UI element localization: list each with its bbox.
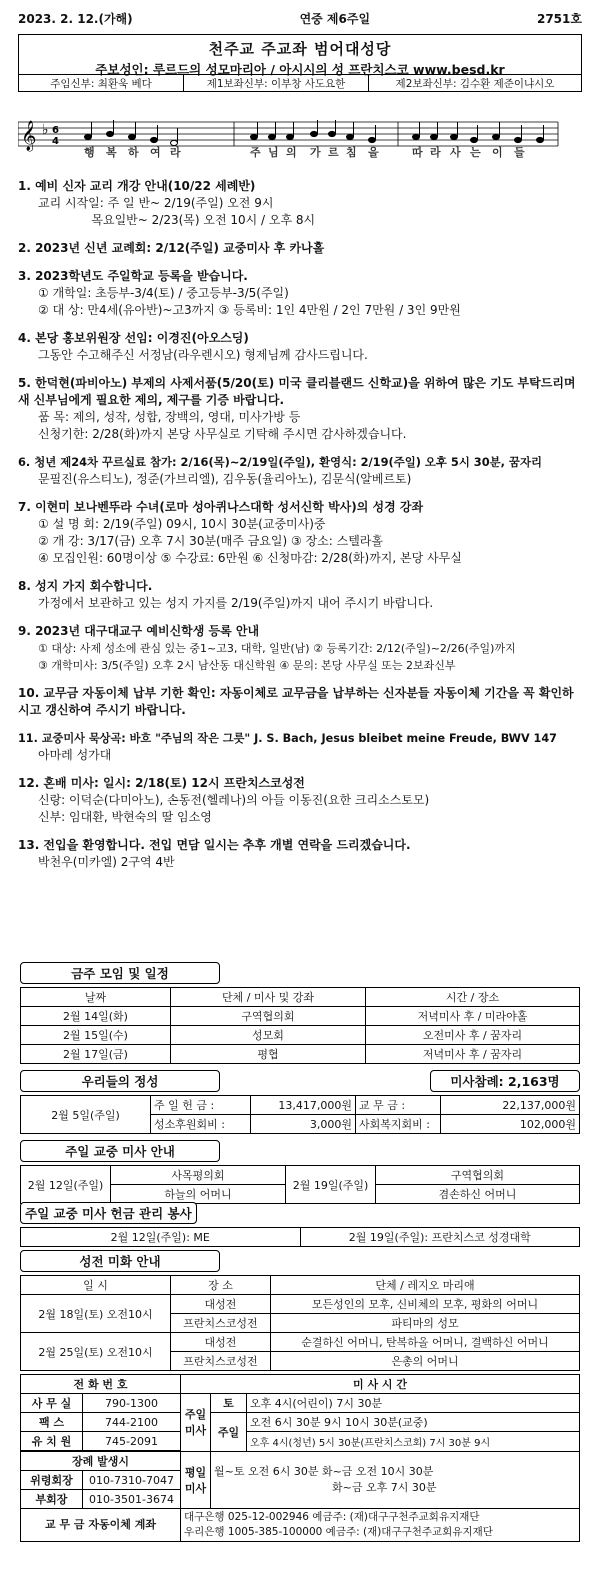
- lyric-syllable: 라: [170, 146, 181, 159]
- table-cell: 오전미사 후 / 꿈자리: [366, 1026, 580, 1045]
- phone-label: 팩 스: [21, 1413, 83, 1432]
- notice-item: [18, 685, 582, 719]
- sunday-am-mass-time: 오전 6시 30분 9시 10시 30분(교중): [247, 1413, 580, 1432]
- table-cell: 2월 15일(수): [21, 1026, 171, 1045]
- notice-item: [18, 178, 582, 229]
- table-cell: 모든성인의 모후, 신비체의 모후, 평화의 어머니: [271, 1295, 580, 1314]
- lyric-syllable: 행: [84, 146, 95, 159]
- issue-topline: [18, 10, 582, 30]
- table-row: [21, 1166, 580, 1185]
- lyric-syllable: 침: [346, 146, 357, 159]
- table-cell: 2월 17일(금): [21, 1045, 171, 1064]
- table-row: [21, 1432, 580, 1452]
- column-header: 날짜: [21, 988, 171, 1007]
- svg-text:4: 4: [52, 136, 59, 147]
- table-row: [21, 1026, 580, 1045]
- phone-number: 744-2100: [83, 1413, 181, 1432]
- column-header: 시간 / 장소: [366, 988, 580, 1007]
- assistant-priest-2: 제2보좌신부: 김수환 제준이냐시오: [395, 77, 555, 90]
- table-cell: 성모회: [171, 1026, 366, 1045]
- bulletin-header: [18, 34, 582, 92]
- notice-heading: 10. 교무금 자동이체 납부 기한 확인: 자동이체로 교무금을 납부하는 신자분들 자동이체 기간을 꼭 확인하시고 갱신하여 주시기 바랍니다.: [18, 686, 574, 717]
- table-row: [21, 1333, 580, 1352]
- notice-item: [18, 730, 582, 764]
- notice-item: [18, 775, 582, 826]
- weekday-mass-times: [211, 1451, 580, 1509]
- notice-line: 문필진(유스티노), 정준(가브리엘), 김우동(율리아노), 김문식(알베르토): [38, 472, 412, 486]
- column-header: 단체 / 레지오 마리애: [271, 1276, 580, 1295]
- lyric-syllable: 주: [250, 146, 261, 159]
- funeral-role: 위령회장: [21, 1471, 83, 1490]
- offering-header: [20, 1070, 580, 1092]
- meetings-section: [20, 962, 580, 1064]
- notice-heading: 2. 2023년 신년 교례회: 2/12(주일) 교중미사 후 카나홀: [18, 241, 325, 255]
- altar-title: 성전 미화 안내: [20, 1250, 220, 1272]
- table-row: [21, 1228, 580, 1247]
- offering-label: 성소후원회비 :: [151, 1115, 251, 1134]
- offering-section: [20, 1070, 580, 1134]
- notice-list: [18, 178, 582, 882]
- lyric-syllable: 라: [430, 146, 441, 159]
- sunday-mass-label: 주일 미사: [181, 1394, 211, 1452]
- funeral-phone: 010-7310-7047: [83, 1471, 181, 1490]
- table-cell: 프란치스코성전: [171, 1352, 271, 1371]
- lyric-syllable: 가: [310, 146, 321, 159]
- contacts-section: [20, 1374, 580, 1542]
- bank-title: 교 무 금 자동이체 계좌: [21, 1509, 181, 1542]
- weekday-mass-time: 화~금 오후 7시 30분: [332, 1480, 437, 1494]
- table-cell: 대성전: [171, 1333, 271, 1352]
- lyric-syllable: 님: [268, 146, 279, 159]
- table-cell: 은총의 어머니: [271, 1352, 580, 1371]
- notice-heading: 3. 2023학년도 주일학교 등록을 받습니다.: [18, 269, 248, 283]
- meetings-title: 금주 모임 및 일정: [20, 962, 220, 984]
- notice-heading: 5. 한덕현(파비아노) 부제의 사제서품(5/20(토) 미국 클리블랜드 신학교)을 위하여 많은 기도 부탁드리며 새 신부님에게 필요한 제의, 제구를 기증 바랍니다.: [18, 376, 576, 407]
- guide-legio: 겸손하신 어머니: [376, 1185, 580, 1204]
- parish-title: 천주교 주교좌 범어대성당: [208, 40, 392, 58]
- table-cell: 평협: [171, 1045, 366, 1064]
- offering-table: [20, 1095, 580, 1134]
- offering-label: 주 일 헌 금 :: [151, 1096, 251, 1115]
- notice-heading: 9. 2023년 대구대교구 예비신학생 등록 안내: [18, 624, 260, 638]
- table-header-row: [21, 988, 580, 1007]
- guide-legio: 하늘의 어머니: [111, 1185, 286, 1204]
- offering-label: 교 무 금 :: [356, 1096, 441, 1115]
- notice-line: ③ 개학미사: 3/5(주일) 오후 2시 남산동 대신학원 ④ 문의: 본당 사무실 또는 2보좌신부: [38, 659, 456, 672]
- song-lyrics: [18, 144, 582, 162]
- lyric-syllable: 르: [328, 146, 339, 159]
- notice-line: 품 목: 제의, 성작, 성합, 장백의, 영대, 미사가방 등: [38, 410, 301, 424]
- funeral-title: 장례 발생시: [21, 1451, 181, 1471]
- funeral-phone: 010-3501-3674: [83, 1490, 181, 1509]
- offering-amount: 22,137,000원: [441, 1096, 580, 1115]
- notice-line: 신청기한: 2/28(화)까지 본당 사무실로 기탁해 주시면 감사하겠습니다.: [38, 427, 407, 441]
- attendance-badge: [430, 1070, 580, 1092]
- notice-heading: 13. 전입을 환영합니다. 전입 면담 일시는 추후 개별 연락을 드리겠습니다.: [18, 838, 411, 852]
- table-cell: 구역협의회: [171, 1007, 366, 1026]
- notice-line: 가정에서 보관하고 있는 성지 가지를 2/19(주일)까지 내어 주시기 바랍니다.: [38, 596, 434, 610]
- notice-line: ① 설 명 회: 2/19(주일) 09시, 10시 30분(교중미사)중: [38, 517, 326, 531]
- table-row: [21, 1451, 580, 1471]
- altar-date: 2월 25일(토) 오전10시: [21, 1333, 171, 1371]
- offering-amount: 13,417,000원: [251, 1096, 356, 1115]
- phone-title: 전 화 번 호: [21, 1375, 181, 1394]
- notice-line: ④ 모집인원: 60명이상 ⑤ 수강료: 6만원 ⑥ 신청마감: 2/28(화)까지, 본당 사무실: [38, 551, 462, 565]
- notice-item: [18, 268, 582, 319]
- table-cell: 파티마의 성모: [271, 1314, 580, 1333]
- notice-item: [18, 240, 582, 257]
- column-header: 단체 / 미사 및 강좌: [171, 988, 366, 1007]
- offering-amount: 102,000원: [441, 1115, 580, 1134]
- notice-item: [18, 578, 582, 612]
- lyric-syllable: 의: [286, 146, 297, 159]
- patron-saints: 주보성인: 루르드의 성모마리아 / 아시시의 성 프란치스코 www.besd.kr: [95, 62, 505, 77]
- phone-number: 790-1300: [83, 1394, 181, 1413]
- table-row: [21, 1096, 580, 1115]
- mass-guide-table: [20, 1165, 580, 1204]
- bank-accounts: [181, 1509, 580, 1542]
- table-cell: 2월 14일(화): [21, 1007, 171, 1026]
- notice-item: [18, 837, 582, 871]
- altar-table: [20, 1275, 580, 1371]
- weekday-mass-time: 월~토 오전 6시 30분 화~금 오전 10시 30분: [214, 1464, 434, 1478]
- lyric-syllable: 을: [368, 146, 379, 159]
- notice-item: [18, 454, 582, 488]
- notice-item: [18, 623, 582, 674]
- table-cell: 대성전: [171, 1295, 271, 1314]
- lyric-syllable: 사: [450, 146, 461, 159]
- lyric-syllable: 여: [150, 146, 161, 159]
- lyric-syllable: 는: [470, 146, 481, 159]
- music-notes: [85, 120, 544, 146]
- table-row: [21, 1509, 580, 1542]
- sunday-label: 주일: [211, 1413, 247, 1452]
- attendance-label: 미사참례:: [450, 1074, 504, 1089]
- lyric-syllable: 이: [492, 146, 503, 159]
- bank-account: 대구은행 025-12-002946 예금주: (재)대구구천주교회유지재단: [184, 1511, 480, 1523]
- weekday-mass-label: 평일 미사: [181, 1451, 211, 1509]
- notice-heading: 1. 예비 신자 교리 개강 안내(10/22 세례반): [18, 179, 256, 193]
- table-cell: 저녁미사 후 / 꿈자리: [366, 1045, 580, 1064]
- lyric-syllable: 복: [106, 146, 117, 159]
- cash-service-entry: 2월 12일(주일): ME: [21, 1228, 301, 1247]
- notice-line: 신부: 임대환, 박현숙의 딸 임소영: [38, 810, 212, 824]
- notice-line: ① 대상: 사제 성소에 관심 있는 중1~고3, 대학, 일반(남) ② 등록기간: 2/12(주일)~2/26(주일)까지: [38, 642, 516, 655]
- clergy-row: [19, 74, 581, 91]
- sunday-pm-mass-time: 오후 4시(청년) 5시 30분(프란치스코회) 7시 30분 9시: [247, 1432, 580, 1452]
- cash-service-entry: 2월 19일(주일): 프란치스코 성경대학: [300, 1228, 580, 1247]
- notice-line: 교리 시작일: 주 일 반~ 2/19(주일) 오전 9시: [38, 196, 274, 210]
- phone-label: 사 무 실: [21, 1394, 83, 1413]
- notice-line: 박천우(미카엘) 2구역 4반: [38, 855, 175, 869]
- svg-text:♭: ♭: [42, 122, 49, 138]
- mass-guide-section: [20, 1140, 580, 1204]
- table-header-row: [21, 1276, 580, 1295]
- contacts-table: [20, 1374, 580, 1542]
- offering-amount: 3,000원: [251, 1115, 356, 1134]
- guide-group: 구역협의회: [376, 1166, 580, 1185]
- table-cell: 순결하신 어머니, 탄복하올 어머니, 결백하신 어머니: [271, 1333, 580, 1352]
- treble-clef-icon: 𝄞: [21, 121, 37, 151]
- cash-service-table: [20, 1227, 580, 1247]
- assistant-priest-1: 제1보좌신부: 이부창 사도요한: [184, 75, 369, 91]
- offering-label: 사회복지회비 :: [356, 1115, 441, 1134]
- guide-date: 2월 12일(주일): [21, 1166, 111, 1204]
- saturday-label: 토: [211, 1394, 247, 1413]
- table-cell: 프란치스코성전: [171, 1314, 271, 1333]
- altar-section: [20, 1250, 580, 1371]
- notice-heading: 12. 혼배 미사: 일시: 2/18(토) 12시 프란치스코성전: [18, 776, 305, 790]
- column-header: 일 시: [21, 1276, 171, 1295]
- table-cell: 저녁미사 후 / 미라야홀: [366, 1007, 580, 1026]
- cash-service-title: 주일 교중 미사 헌금 관리 봉사: [20, 1202, 197, 1224]
- phone-label: 유 치 원: [21, 1432, 83, 1452]
- notice-line: 목요일반~ 2/23(목) 오전 10시 / 오후 8시: [38, 213, 316, 227]
- mass-time-title: 미 사 시 간: [181, 1375, 580, 1394]
- mass-guide-title: 주일 교중 미사 안내: [20, 1140, 220, 1162]
- table-row: [21, 1007, 580, 1026]
- table-row: [21, 1413, 580, 1432]
- altar-date: 2월 18일(토) 오전10시: [21, 1295, 171, 1333]
- offering-title: 우리들의 정성: [20, 1070, 220, 1092]
- liturgical-week: 연중 제6주일: [299, 12, 371, 26]
- bank-account: 우리은행 1005-385-100000 예금주: (재)대구구천주교회유지재단: [184, 1526, 493, 1538]
- notice-item: [18, 330, 582, 364]
- notice-line: 신랑: 이덕순(다미아노), 손동전(헬레나)의 아들 이동진(요한 크리소스토모): [38, 793, 430, 807]
- notice-line: ② 개 강: 3/17(금) 오후 7시 30분(매주 금요일) ③ 장소: 스텔라홀: [38, 534, 383, 548]
- guide-group: 사목평의회: [111, 1166, 286, 1185]
- cash-service-section: [20, 1202, 580, 1247]
- table-row: [21, 1295, 580, 1314]
- offering-date: 2월 5일(주일): [21, 1096, 151, 1134]
- phone-number: 745-2091: [83, 1432, 181, 1452]
- notice-line: ① 개학일: 초등부-3/4(토) / 중고등부-3/5(주일): [38, 286, 289, 300]
- notice-heading: 8. 성지 가지 회수합니다.: [18, 579, 153, 593]
- svg-text:6: 6: [52, 125, 59, 136]
- table-row: [21, 1045, 580, 1064]
- table-row: [21, 1394, 580, 1413]
- table-row: [21, 1375, 580, 1394]
- notice-line: 그동안 수고해주신 서정남(라우렌시오) 형제님께 감사드립니다.: [38, 348, 368, 362]
- guide-date: 2월 19일(주일): [286, 1166, 376, 1204]
- notice-heading: 11. 교중미사 묵상곡: 바흐 "주님의 작은 그릇" J. S. Bach, Jesus bleibet meine Freude, BWV 147: [18, 732, 557, 745]
- notice-line: ② 대 상: 만4세(유아반)~고3까지 ③ 등록비: 1인 4만원 / 2인 7만원 / 3인 9만원: [38, 303, 461, 317]
- lyric-syllable: 하: [128, 146, 139, 159]
- meetings-table: [20, 987, 580, 1064]
- notice-heading: 4. 본당 홍보위원장 선임: 이경진(아오스딩): [18, 331, 249, 345]
- notice-item: [18, 499, 582, 567]
- pastor: 주임신부: 최환욱 베다: [19, 75, 184, 91]
- lyric-syllable: 따: [412, 146, 423, 159]
- notice-heading: 6. 청년 제24차 꾸르실료 참가: 2/16(목)~2/19일(주일), 환영식: 2/19(주일) 오후 5시 30분, 꿈자리: [18, 455, 542, 469]
- saturday-mass-time: 오후 4시(어린이) 7시 30분: [247, 1394, 580, 1413]
- notice-item: [18, 375, 582, 443]
- column-header: 장 소: [171, 1276, 271, 1295]
- notice-heading: 7. 이현미 보나벤뚜라 수녀(로마 성아퀴나스대학 성서신학 박사)의 성경 강좌: [18, 500, 424, 514]
- notice-line: 아마레 성가대: [38, 748, 112, 762]
- attendance-count: 2,163명: [508, 1074, 560, 1089]
- issue-number: 2751호: [536, 12, 582, 26]
- funeral-role: 부회장: [21, 1490, 83, 1509]
- lyric-syllable: 들: [514, 146, 525, 159]
- issue-date: 2023. 2. 12.(가해): [18, 12, 133, 26]
